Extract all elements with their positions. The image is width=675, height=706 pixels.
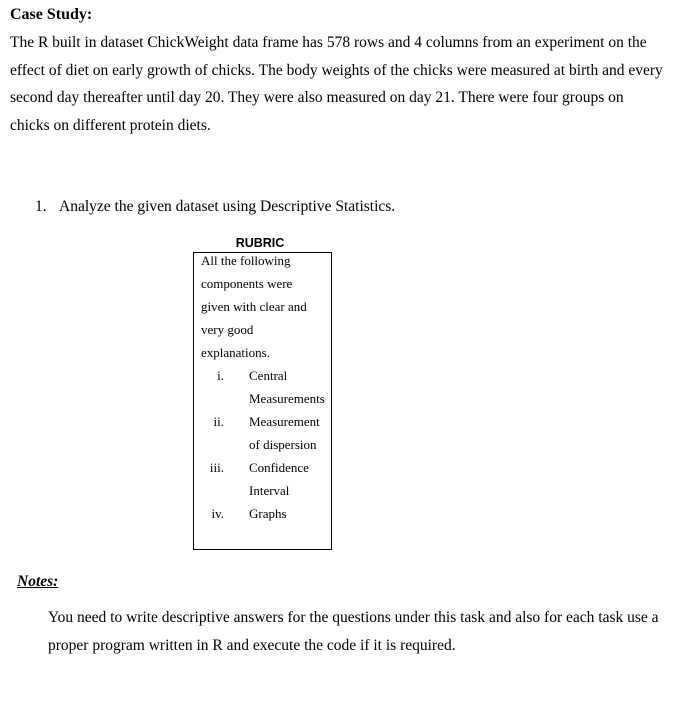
rubric-item-text: Measurements: [249, 391, 325, 406]
rubric-intro-line: components were: [201, 276, 293, 291]
rubric-item-text: Confidence: [249, 460, 309, 475]
case-study-paragraph: The R built in dataset ChickWeight data frame has 578 rows and 4 columns from an experiment on the effect of diet on early growth of chicks. The body weights of the chicks were measured at birth and every second day thereafter until day 20. They were also measured on day 21. There were four groups on chicks on different protein diets.: [10, 34, 663, 134]
rubric-intro-line: explanations.: [201, 345, 270, 360]
rubric-item-text: Central: [249, 368, 288, 383]
rubric-item-numeral: i.: [217, 368, 224, 383]
rubric-item-text: Graphs: [249, 506, 287, 521]
case-study-heading: Case Study:: [10, 6, 93, 23]
rubric-intro-line: given with clear and: [201, 299, 307, 314]
notes-text: You need to write descriptive answers for the questions under this task and also for each task use a proper program written in R and execute the code if it is required.: [48, 609, 659, 654]
notes-label: Notes:: [17, 573, 59, 590]
rubric-item-numeral: iii.: [209, 460, 224, 475]
rubric-title: RUBRIC: [235, 236, 285, 250]
question-number: 1.: [35, 198, 47, 215]
rubric-intro-line: very good: [201, 322, 254, 337]
rubric-item-text: of dispersion: [249, 437, 317, 452]
rubric-item-numeral: iv.: [211, 506, 224, 521]
question-text: Analyze the given dataset using Descriptive Statistics.: [59, 198, 396, 215]
rubric-box: [193, 252, 332, 550]
question-1: [35, 197, 395, 217]
rubric-item-text: Interval: [249, 483, 290, 498]
rubric-intro-line: All the following: [201, 253, 291, 268]
rubric-item-numeral: ii.: [213, 414, 224, 429]
rubric-item-text: Measurement: [249, 414, 320, 429]
